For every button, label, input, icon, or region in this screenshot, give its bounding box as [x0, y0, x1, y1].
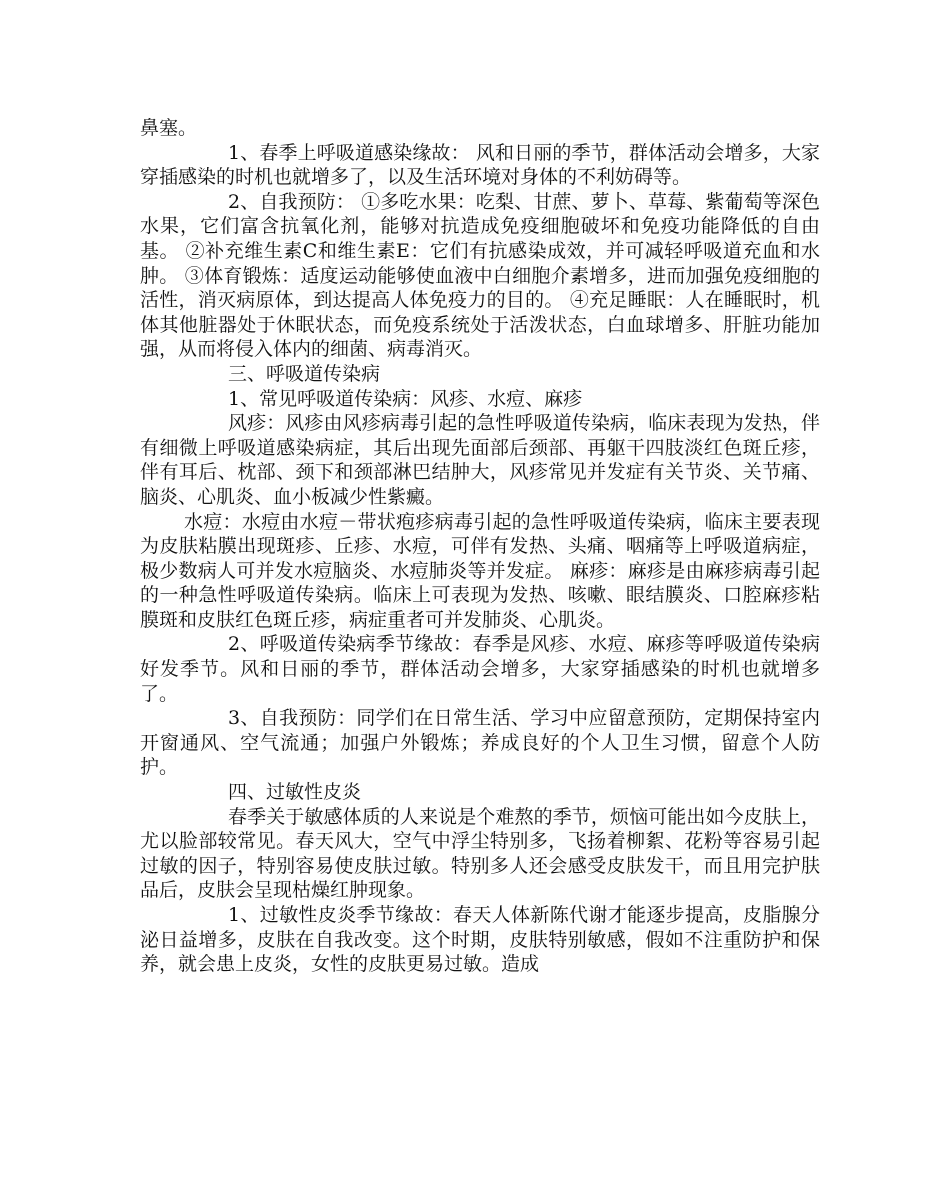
heading-respiratory-infectious: 三、呼吸道传染病 — [228, 362, 381, 385]
document-page — [140, 116, 820, 977]
paragraph-self-prevention: 2、自我预防： ①多吃水果：吃梨、甘蔗、萝卜、草莓、紫葡萄等深色水果，它们富含抗氧化剂，能够对抗造成免疫细胞破坏和免疫功能降低的自由基。 ②补充维生素C和维生素E：它们有抗感染成效，并可减轻呼吸道充血和水肿。 ③体育锻炼：适度运动能够使血液中白细胞介素增多，进而加强免疫细胞的活性，消灭病原体，到达提高人体免疫力的目的。 ④充足睡眠：人在睡眠时，机体其他脏器处于休眠状态，而免疫系统处于活泼状态，白血球增多、肝脏功能加强，从而将侵入体内的细菌、病毒消灭。 — [140, 190, 820, 361]
paragraph-spring-cause: 1、春季上呼吸道感染缘故： 风和日丽的季节，群体活动会增多，大家穿插感染的时机也就增多了，以及生活环境对身体的不利妨碍等。 — [140, 141, 820, 189]
paragraph-allergy-intro: 春季关于敏感体质的人来说是个难熬的季节，烦恼可能出如今皮肤上，尤以脸部较常见。春天风大，空气中浮尘特别多，飞扬着柳絮、花粉等容易引起过敏的因子，特别容易使皮肤过敏。特别多人还会感受皮肤发干，而且用完护肤品后，皮肤会呈现枯燥红肿现象。 — [140, 805, 820, 902]
paragraph-allergy-cause: 1、过敏性皮炎季节缘故：春天人体新陈代谢才能逐步提高，皮脂腺分泌日益增多，皮肤在自我改变。这个时期，皮肤特别敏感，假如不注重防护和保养，就会患上皮炎，女性的皮肤更易过敏。造成 — [140, 904, 820, 976]
paragraph-rubella: 风疹：风疹由风疹病毒引起的急性呼吸道传染病，临床表现为发热，伴有细微上呼吸道感染病症，其后出现先面部后颈部、再躯干四肢淡红色斑丘疹，伴有耳后、枕部、颈下和颈部淋巴结肿大，风疹常见并发症有关节炎、关节痛、脑炎、心肌炎、血小板减少性紫癜。 — [140, 412, 820, 508]
paragraph-prevention: 3、自我预防：同学们在日常生活、学习中应留意预防，定期保持室内开窗通风、空气流通；加强户外锻炼；养成良好的个人卫生习惯，留意个人防护。 — [140, 707, 820, 779]
heading-allergic-dermatitis: 四、过敏性皮炎 — [228, 781, 362, 804]
paragraph-seasonal-cause: 2、呼吸道传染病季节缘故：春季是风疹、水痘、麻疹等呼吸道传染病好发季节。风和日丽的季节，群体活动会增多，大家穿插感染的时机也就增多了。 — [140, 633, 820, 705]
paragraph-chickenpox-measles: 水痘：水痘由水痘－带状疱疹病毒引起的急性呼吸道传染病，临床主要表现为皮肤粘膜出现斑疹、丘疹、水痘，可伴有发热、头痛、咽痛等上呼吸道病症，极少数病人可并发水痘脑炎、水痘肺炎等并发症。 麻疹：麻疹是由麻疹病毒引起的一种急性呼吸道传染病。临床上可表现为发热、咳嗽、眼结膜炎、口腔麻疹粘膜斑和皮肤红色斑丘疹，病症重者可并发肺炎、心肌炎。 — [140, 510, 820, 631]
paragraph-common-diseases: 1、常见呼吸道传染病：风疹、水痘、麻疹 — [228, 387, 583, 410]
paragraph-nasal: 鼻塞。 — [140, 117, 198, 139]
